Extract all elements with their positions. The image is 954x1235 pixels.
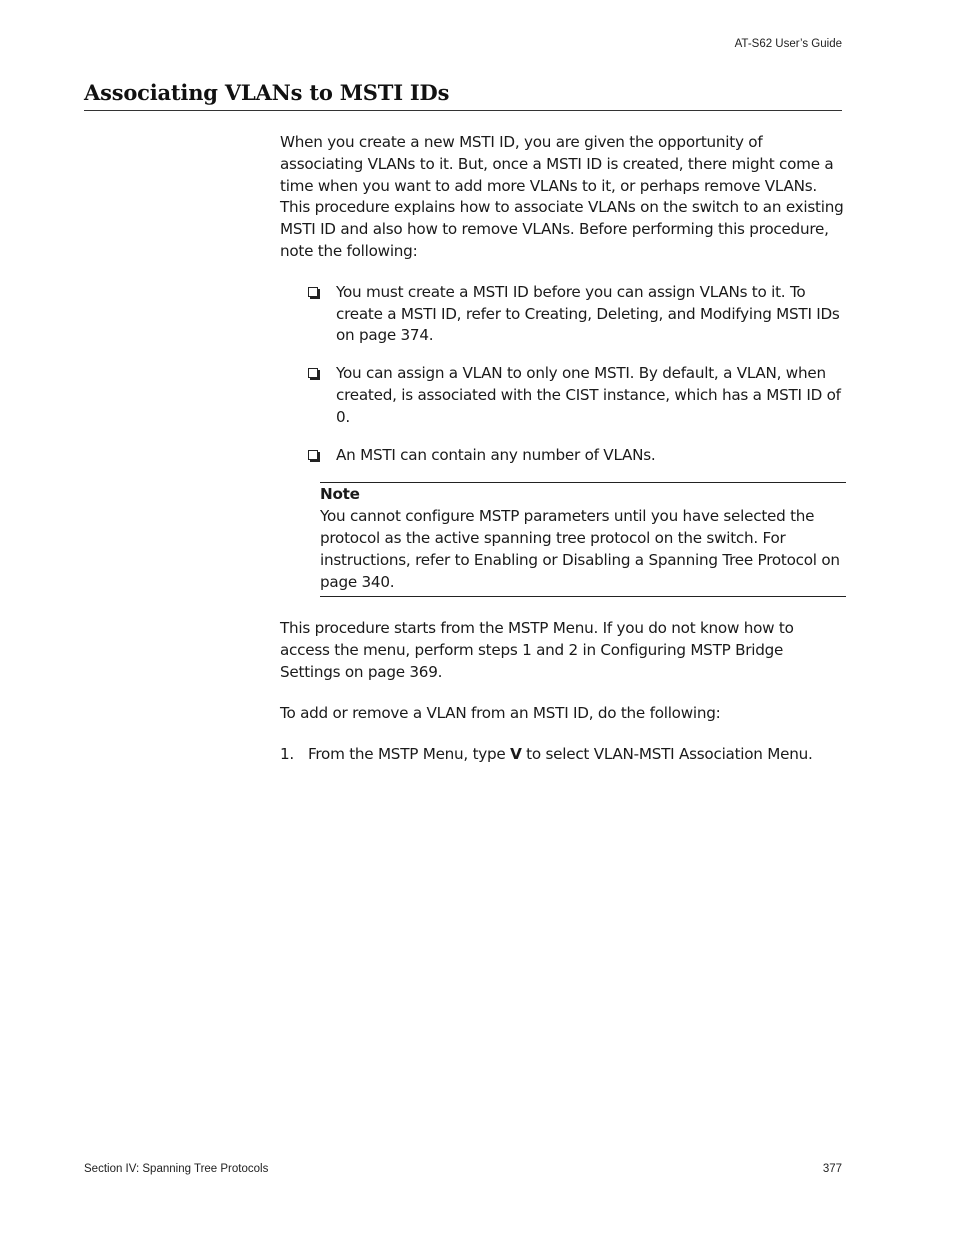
step-number: 1. xyxy=(280,744,294,763)
checklist-item xyxy=(308,363,846,428)
checklist-item-text: An MSTI can contain any number of VLANs. xyxy=(336,445,656,464)
procedure-intro: This procedure starts from the MSTP Menu. If you do not know how to access the menu, perform steps 1 and 2 in Configuring MSTP Bridge Settings on page 369. xyxy=(280,619,794,681)
checkbox-bullet-icon xyxy=(308,287,318,297)
checklist-item xyxy=(308,282,846,347)
footer-page-number: 377 xyxy=(822,1163,842,1175)
checkbox-bullet-icon xyxy=(308,450,318,460)
checklist-item xyxy=(308,445,846,467)
title-rule xyxy=(84,110,842,111)
checklist-item-text: You can assign a VLAN to only one MSTI. By default, a VLAN, when created, is associated with the CIST instance, which has a MSTI ID of 0. xyxy=(336,364,841,426)
note-label: Note xyxy=(320,485,360,504)
procedure-lead: To add or remove a VLAN from an MSTI ID, do the following: xyxy=(280,703,721,722)
intro-paragraph: When you create a new MSTI ID, you are given the opportunity of associating VLANs to it. But, once a MSTI ID is created, there might come a time when you want to add more VLANs to it, or perhaps remove VLANs. This procedure explains how to associate VLANs on the switch to an existing MSTI ID and also how to remove VLANs. Before performing this procedure, note the following: xyxy=(280,133,844,260)
section-title: Associating VLANs to MSTI IDs xyxy=(84,80,450,105)
checklist xyxy=(280,282,846,467)
procedure-step xyxy=(280,744,846,766)
step-text-before: From the MSTP Menu, type xyxy=(308,744,511,763)
checkbox-bullet-icon xyxy=(308,368,318,378)
step-key: V xyxy=(510,744,522,763)
checklist-item-text: You must create a MSTI ID before you can assign VLANs to it. To create a MSTI ID, refer to Creating, Deleting, and Modifying MSTI IDs on page 374. xyxy=(336,282,840,345)
footer-section-name: Section IV: Spanning Tree Protocols xyxy=(84,1163,269,1175)
note-box xyxy=(320,482,846,597)
body-text xyxy=(280,132,846,765)
running-header: AT-S62 User’s Guide xyxy=(734,38,842,50)
step-text-after: to select VLAN-MSTI Association Menu. xyxy=(521,744,813,763)
note-text: You cannot configure MSTP parameters until you have selected the protocol as the active spanning tree protocol on the switch. For instructions, refer to Enabling or Disabling a Spanning Tree Protocol on page 340. xyxy=(320,507,840,591)
